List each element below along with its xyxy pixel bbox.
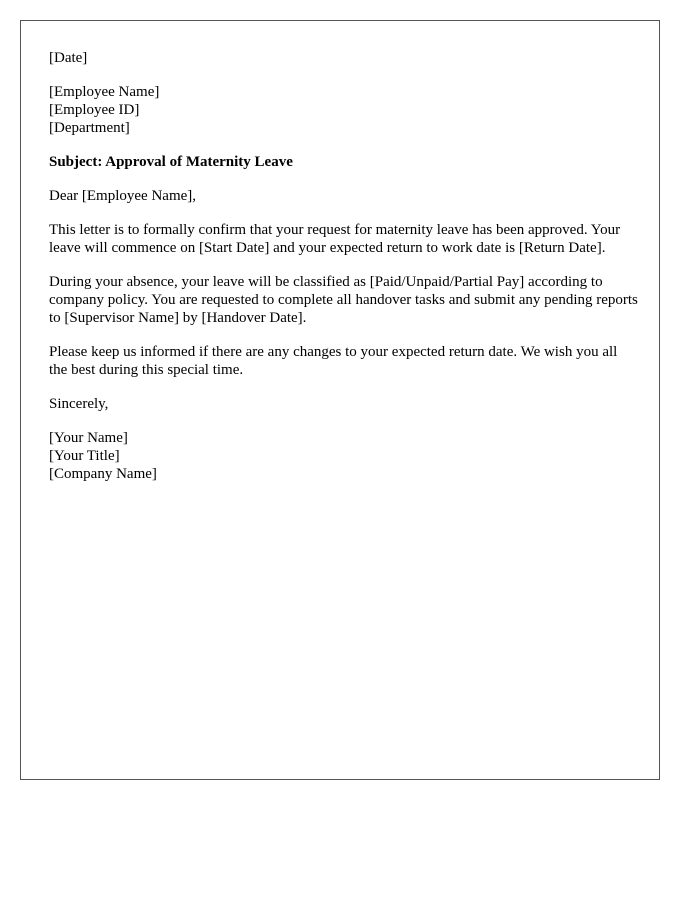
signature-company: [Company Name]	[49, 466, 157, 482]
signature-block	[49, 429, 639, 483]
subject-block	[49, 153, 639, 171]
letter-page	[20, 20, 660, 780]
letter-salutation: Dear [Employee Name],	[49, 188, 197, 204]
salutation-block	[49, 187, 639, 205]
recipient-block	[49, 83, 639, 137]
letter-subject: Subject: Approval of Maternity Leave	[49, 154, 293, 170]
letter-date: [Date]	[49, 50, 88, 66]
closing-block	[49, 395, 639, 413]
letter-closing: Sincerely,	[49, 396, 109, 412]
date-block	[49, 49, 639, 67]
body-paragraph-1: This letter is to formally confirm that your request for maternity leave has been approved. Your leave will commence on [Start Date] and your expected return to work date is [Return Date].	[49, 222, 621, 256]
recipient-name: [Employee Name]	[49, 84, 160, 100]
body-paragraph-2: During your absence, your leave will be classified as [Paid/Unpaid/Partial Pay] according to company policy. You are requested to complete all handover tasks and submit any pending reports to [Supervisor Name] by [Handover Date].	[49, 274, 638, 326]
signature-name: [Your Name]	[49, 430, 128, 446]
letter-body	[49, 49, 639, 499]
recipient-id: [Employee ID]	[49, 102, 140, 118]
signature-title: [Your Title]	[49, 448, 120, 464]
recipient-department: [Department]	[49, 120, 130, 136]
body-paragraph-3: Please keep us informed if there are any changes to your expected return date. We wish you all the best during this special time.	[49, 344, 618, 378]
